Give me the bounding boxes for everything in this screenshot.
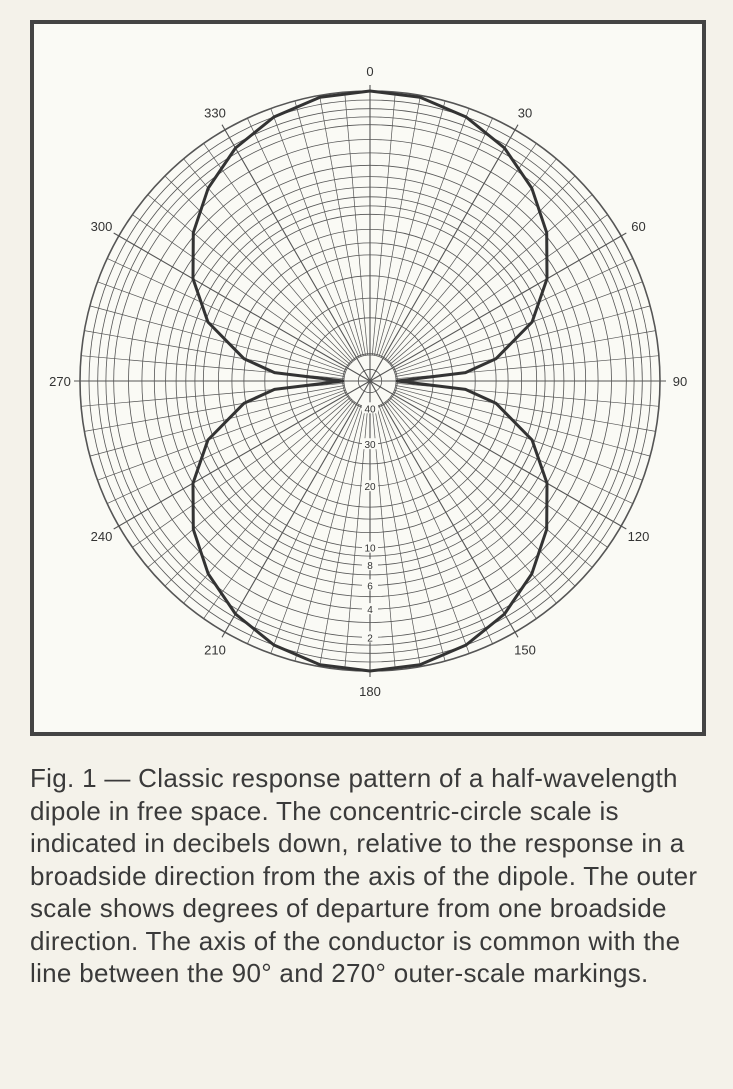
grid-spoke bbox=[84, 386, 344, 432]
db-label-8: 8 bbox=[367, 561, 373, 573]
grid-spoke bbox=[247, 405, 359, 644]
grid-spoke bbox=[395, 306, 650, 374]
angle-label-120: 120 bbox=[627, 529, 650, 544]
grid-spoke bbox=[148, 398, 350, 568]
figure-caption: Fig. 1 — Classic response pattern of a half-wavelength dipole in free space. The concentric-circle scale is indicated in decibels down, relative to the response in a broadside direction from the axis of the dipole. The outer scale shows degrees of departure from one broadside direction. The axis of the conductor is common with the line between the 90° and 270° outer-scale markings. bbox=[30, 763, 698, 988]
grid-spoke bbox=[90, 306, 345, 374]
angle-label-330: 330 bbox=[204, 105, 226, 121]
angle-label-270: 270 bbox=[49, 374, 71, 389]
grid-spoke bbox=[320, 95, 366, 355]
grid-spoke bbox=[222, 125, 370, 381]
grid-spoke bbox=[390, 398, 592, 568]
grid-spoke bbox=[395, 388, 650, 456]
grid-spoke bbox=[370, 233, 626, 381]
grid-spoke bbox=[84, 331, 344, 377]
angle-label-300: 300 bbox=[90, 219, 113, 234]
grid-spoke bbox=[295, 406, 363, 661]
grid-spoke bbox=[372, 92, 395, 355]
grid-spoke bbox=[320, 407, 366, 667]
grid-spoke bbox=[381, 405, 493, 644]
angle-label-60: 60 bbox=[631, 219, 646, 234]
grid-spoke bbox=[370, 381, 518, 637]
db-label-30: 30 bbox=[364, 440, 376, 452]
grid-spoke bbox=[114, 233, 370, 381]
db-label-40: 40 bbox=[364, 404, 376, 416]
grid-spoke bbox=[90, 388, 345, 456]
grid-spoke bbox=[370, 125, 518, 381]
grid-spoke bbox=[107, 392, 346, 504]
angle-label-180: 180 bbox=[359, 684, 381, 699]
grid-spoke bbox=[345, 92, 368, 355]
grid-spoke bbox=[247, 118, 359, 357]
grid-spoke bbox=[381, 118, 493, 357]
grid-spoke bbox=[295, 101, 363, 356]
grid-spoke bbox=[377, 101, 445, 356]
angle-label-90: 90 bbox=[672, 374, 688, 389]
angle-label-240: 240 bbox=[90, 529, 113, 544]
grid-spoke bbox=[377, 406, 445, 661]
db-label-20: 20 bbox=[364, 482, 376, 494]
grid-spoke bbox=[396, 386, 656, 432]
grid-spoke bbox=[394, 392, 633, 504]
angle-label-0: 0 bbox=[366, 64, 374, 79]
db-label-10: 10 bbox=[364, 543, 376, 555]
grid-spoke bbox=[396, 331, 656, 377]
grid-spoke bbox=[148, 195, 350, 365]
grid-spoke bbox=[222, 381, 370, 637]
figure-frame bbox=[30, 20, 706, 736]
grid-spoke bbox=[375, 407, 421, 667]
grid-spoke bbox=[390, 195, 592, 365]
db-label-4: 4 bbox=[367, 605, 373, 617]
db-label-2: 2 bbox=[367, 633, 373, 645]
polar-chart bbox=[34, 24, 702, 732]
grid-spoke bbox=[107, 258, 346, 370]
angle-label-30: 30 bbox=[517, 105, 533, 121]
angle-label-150: 150 bbox=[514, 642, 536, 658]
db-label-6: 6 bbox=[367, 581, 373, 593]
grid-spoke bbox=[370, 381, 626, 529]
angle-label-210: 210 bbox=[204, 642, 226, 658]
grid-spoke bbox=[375, 95, 421, 355]
grid-spoke bbox=[394, 258, 633, 370]
grid-spoke bbox=[114, 381, 370, 529]
